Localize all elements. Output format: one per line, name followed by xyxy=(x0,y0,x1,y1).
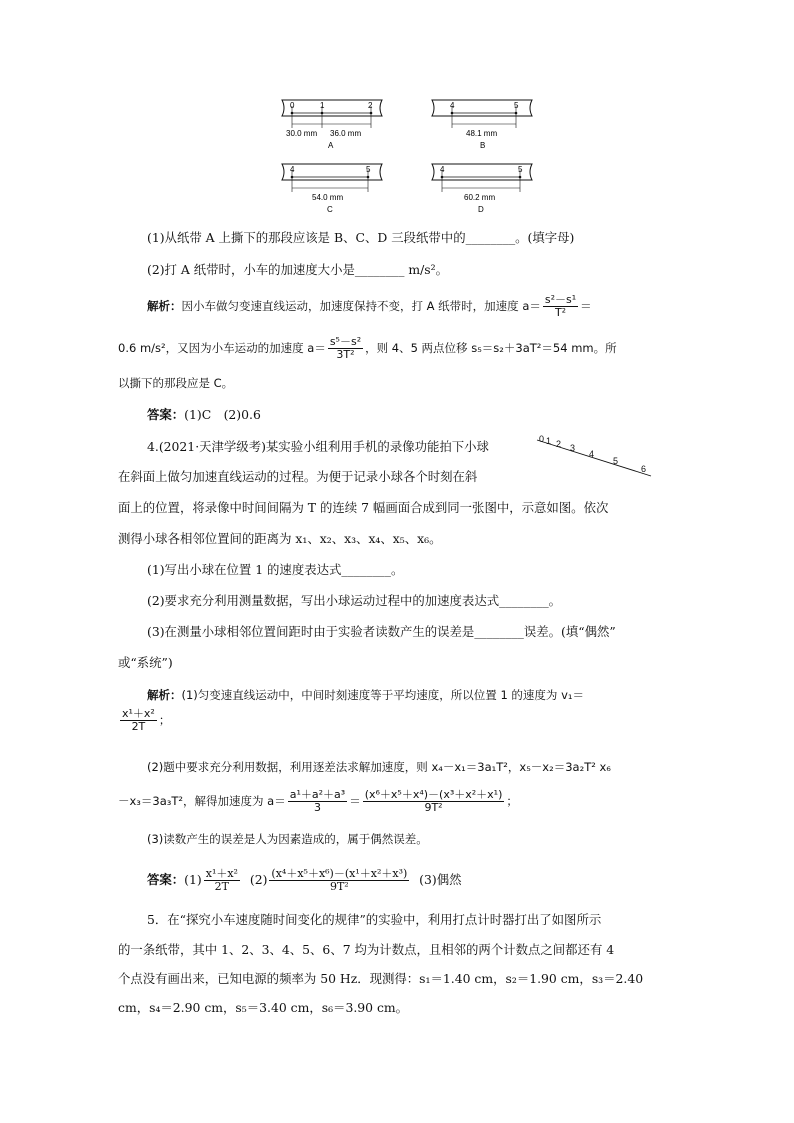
q3-solution-line1: 解析：因小车做匀变速直线运动，加速度保持不变，打 A 纸带时，加速度 a＝ $\frac{\text{s²－s¹}}{\text{T²}}$ ＝ xyxy=(147,293,592,319)
tape-c-label: 54.0 mm xyxy=(312,193,344,202)
q4-solution-line3: －x₃＝3a₃T²，解得加速度为 a＝ $\frac{\text{a¹＋a²＋a³}}{3}$ ＝ $\frac{\text{(x⁶＋x⁵＋x⁴)－(x³＋x²＋x¹)}}{\text{9T²}}$ ； xyxy=(118,788,518,814)
q5-line3: 个点没有画出来，已知电源的频率为 50 Hz．现测得：s₁＝1.40 cm，s₂＝1.90 cm，s₃＝2.40 xyxy=(118,971,644,986)
tape-a-tick-1: 1 xyxy=(320,101,325,110)
q4-line2: 在斜面上做匀加速直线运动的过程。为便于记录小球各个时刻在斜 xyxy=(118,469,478,484)
q3-fraction-2: $\frac{\text{s⁵－s²}}{\text{3T²}}$ xyxy=(329,335,362,361)
q3-solution-line3: 以撕下的那段应是 C。 xyxy=(118,376,234,390)
tape-d-letter: D xyxy=(478,205,484,214)
q4-part1: (1)写出小球在位置 1 的速度表达式________。 xyxy=(147,562,404,577)
q3-part1: (1)从纸带 A 上撕下的那段应该是 B、C、D 三段纸带中的________。(填字母) xyxy=(147,230,575,245)
q4-answer-label: 答案： xyxy=(147,872,185,887)
incline-point-2: 2 xyxy=(556,439,562,449)
q4-line3: 面上的位置，将录像中时间间隔为 T 的连续 7 幅画面合成到同一张图中，示意如图。依次 xyxy=(118,500,609,515)
q3-answer-label: 答案： xyxy=(147,407,185,422)
tape-b xyxy=(432,100,532,150)
q4-part3: (3)在测量小球相邻位置间距时由于实验者读数产生的误差是________误差。(填“偶然” xyxy=(147,624,616,639)
tape-d-tick-4: 4 xyxy=(440,165,445,174)
incline-point-1: 1 xyxy=(546,436,552,446)
q4-part3-cont: 或“系统”) xyxy=(118,655,173,670)
q3-solution-line2: 0.6 m/s²，又因为小车运动的加速度 a＝ $\frac{\text{s⁵－s²}}{\text{3T²}}$ ，则 4、5 两点位移 s₅＝s₂＋3aT²＝54 mm。所 xyxy=(118,335,617,361)
q3-fraction-1: $\frac{\text{s²－s¹}}{\text{T²}}$ xyxy=(544,293,577,319)
tape-c-letter: C xyxy=(327,205,333,214)
tape-a xyxy=(282,100,382,150)
q4-answer: 答案：(1) $\frac{\text{x¹＋x²}}{2T}$ (2) $\frac{\text{(x⁴＋x⁵＋x⁶)－(x¹＋x²＋x³)}}{\text{9T²}}$ (3)偶然 xyxy=(147,867,462,893)
incline-point-4: 4 xyxy=(589,449,595,459)
q4-solution-line2: (2)题中要求充分利用数据，利用逐差法求解加速度，则 x₄－x₁＝3a₁T²，x₅－x₂＝3a₂T² x₆ xyxy=(147,760,611,774)
tape-a-label-1: 30.0 mm xyxy=(286,129,318,138)
q5-line4: cm，s₄＝2.90 cm，s₅＝3.40 cm，s₆＝3.90 cm。 xyxy=(118,1000,409,1015)
tape-b-tick-4: 4 xyxy=(450,101,455,110)
incline-point-0: 0 xyxy=(539,434,545,444)
q4-solution-fraction1: $\frac{\text{x¹＋x²}}{2T}$ ； xyxy=(122,707,171,733)
paper-tape-figure xyxy=(270,96,540,220)
incline-point-3: 3 xyxy=(570,443,576,453)
q5-line2: 的一条纸带，其中 1、2、3、4、5、6、7 均为计数点，且相邻的两个计数点之间都还有 4 xyxy=(118,942,615,957)
incline-point-6: 6 xyxy=(641,464,647,474)
q4-solution-label: 解析： xyxy=(147,688,182,702)
tape-a-label-2: 36.0 mm xyxy=(330,129,362,138)
q4-part2: (2)要求充分利用测量数据，写出小球运动过程中的加速度表达式________。 xyxy=(147,593,562,608)
q4-line1: 4.(2021·天津学级考)某实验小组利用手机的录像功能拍下小球 xyxy=(147,439,489,454)
incline-point-5: 5 xyxy=(613,456,619,466)
tape-c-tick-5: 5 xyxy=(366,165,371,174)
tape-a-letter: A xyxy=(328,141,334,150)
q4-line4: 测得小球各相邻位置间的距离为 x₁、x₂、x₃、x₄、x₅、x₆。 xyxy=(118,531,442,546)
tape-c-tick-4: 4 xyxy=(290,165,295,174)
q3-part2: (2)打 A 纸带时，小车的加速度大小是________ m/s²。 xyxy=(147,262,448,277)
tape-a-tick-2: 2 xyxy=(368,101,373,110)
tape-b-letter: B xyxy=(480,141,486,150)
q4-solution-line4: (3)读数产生的误差是人为因素造成的，属于偶然误差。 xyxy=(147,832,428,846)
tape-a-tick-0: 0 xyxy=(290,101,295,110)
q3-answer: 答案：(1)C (2)0.6 xyxy=(147,407,261,422)
q4-solution-line1: 解析：(1)匀变速直线运动中，中间时刻速度等于平均速度，所以位置 1 的速度为 v₁＝ xyxy=(147,688,584,702)
tape-d-label: 60.2 mm xyxy=(464,193,496,202)
tape-b-label: 48.1 mm xyxy=(466,129,498,138)
tape-d xyxy=(432,164,532,214)
q3-solution-label: 解析： xyxy=(147,299,182,313)
incline-diagram xyxy=(535,432,660,480)
tape-d-tick-5: 5 xyxy=(518,165,523,174)
tape-c xyxy=(282,164,382,214)
q5-line1: 5．在“探究小车速度随时间变化的规律”的实验中，利用打点计时器打出了如图所示 xyxy=(147,912,602,927)
tape-b-tick-5: 5 xyxy=(514,101,519,110)
